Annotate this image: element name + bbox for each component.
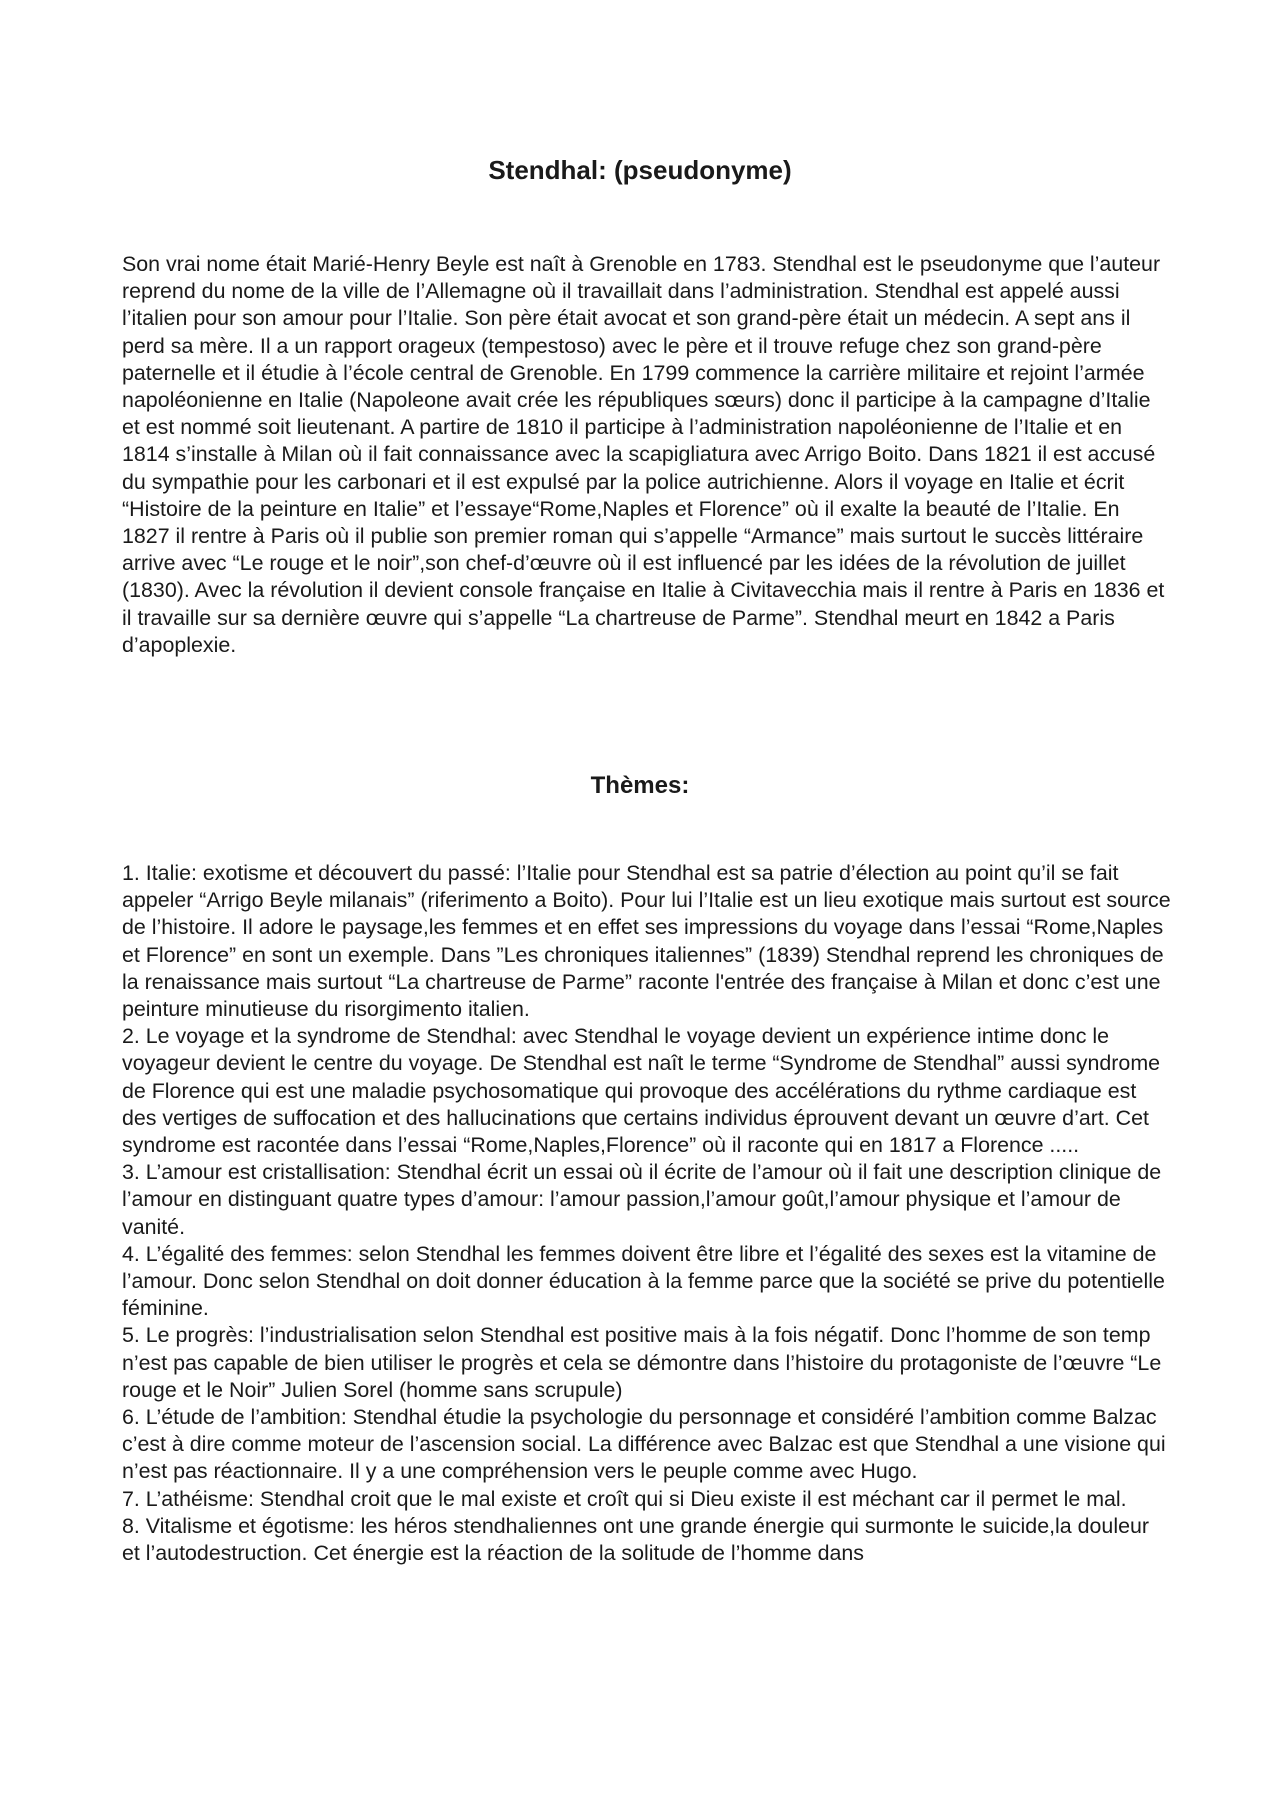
theme-item-voyage: 2. Le voyage et la syndrome de Stendhal: avec Stendhal le voyage devient un expérience intime donc le voyageur devient le centre du voyage. De Stendhal est naît le terme “Syndrome de Stendhal” aussi syndrome de Florence qui est une maladie psychosomatique qui provoque des accélérations du rythme cardiaque est des vertiges de suffocation et des hallucinations que certains individus éprouvent devant un œuvre d’art. Cet syndrome est racontée dans l’essai “Rome,Naples,Florence” où il raconte qui en 1817 a Florence ..... — [122, 1024, 1161, 1158]
theme-item-italie: 1. Italie: exotisme et découvert du passé: l’Italie pour Stendhal est sa patrie d’élection au point qu’il se fait appeler “Arrigo Beyle milanais” (riferimento a Boito). Pour lui l’Italie est un lieu exotique mais surtout est source de l’histoire. Il adore le paysage,les femmes et en effet ses impressions du voyage dans l’essai “Rome,Naples et Florence” en sont un exemple. Dans ”Les chroniques italiennes” (1839) Stendhal reprend les chroniques de la renaissance mais surtout “La chartreuse de Parme” raconte l'entrée des française à Milan et donc c’est une peinture minutieuse du risorgimento italien. — [122, 861, 1171, 1022]
theme-item-femmes: 4. L’égalité des femmes: selon Stendhal les femmes doivent être libre et l’égalité des sexes est la vitamine de l’amour. Donc selon Stendhal on doit donner éducation à la femme parce que la société se prive du potentielle féminine. — [122, 1241, 1165, 1321]
theme-item-vitalisme: 8. Vitalisme et égotisme: les héros stendhaliennes ont une grande énergie qui surmonte le suicide,la douleur et l’autodestruction. Cet énergie est la réaction de la solitude de l’homme dans — [122, 1513, 1149, 1566]
theme-item-ambition: 6. L’étude de l’ambition: Stendhal étudie la psychologie du personnage et considéré l’ambition comme Balzac c’est à dire comme moteur de l’ascension social. La différence avec Balzac est que Stendhal a une visione qui n’est pas réactionnaire. Il y a une compréhension vers le peuple comme avec Hugo. — [122, 1405, 1166, 1484]
document-title: Stendhal: (pseudonyme) — [488, 155, 792, 185]
themes-list — [122, 860, 1172, 1567]
biography-paragraph: Son vrai nome était Marié-Henry Beyle est naît à Grenoble en 1783. Stendhal est le pseudonyme que l’auteur reprend du nome de la ville de l’Allemagne où il travaillait dans l’administration. Stendhal est appelé aussi l’italien pour son amour pour l’Italie. Son père était avocat et son grand-père était un médecin. A sept ans il perd sa mère. Il a un rapport orageux (tempestoso) avec le père et il trouve refuge chez son grand-père paternelle et il étudie à l’école central de Grenoble. En 1799 commence la carrière militaire et rejoint l’armée napoléonienne en Italie (Napoleone avait crée les républiques sœurs) donc il participe à la campagne d’Italie et est nommé soit lieutenant. A partire de 1810 il participe à l’administration napoléonienne de l’Italie et en 1814 s’installe à Milan où il fait connaissance avec la scapigliatura avec Arrigo Boito. Dans 1821 il est accusé du sympathie pour les carbonari et il est expulsé par la police autrichienne. Alors il voyage en Italie et écrit “Histoire de la peinture en Italie” et l’essaye“Rome,Naples et Florence” où il exalte la beauté de l’Italie. En 1827 il rentre à Paris où il publie son premier roman qui s’appelle “Armance” mais surtout le succès littéraire arrive avec “Le rouge et le noir”,son chef-d’œuvre où il est influencé par les idées de la révolution de juillet (1830). Avec la révolution il devient console française en Italie à Civitavecchia mais il rentre à Paris en 1836 et il travaille sur sa dernière œuvre qui s’appelle “La chartreuse de Parme”. Stendhal meurt en 1842 a Paris d’apoplexie. — [122, 252, 1165, 657]
theme-item-atheisme: 7. L’athéisme: Stendhal croit que le mal existe et croît qui si Dieu existe il est méchant car il permet le mal. — [122, 1486, 1127, 1511]
themes-heading: Thèmes: — [590, 772, 690, 799]
theme-item-progres: 5. Le progrès: l’industrialisation selon Stendhal est positive mais à la fois négatif. Donc l’homme de son temp n’est pas capable de bien utiliser le progrès et cela se démontre dans l’histoire du protagoniste de l’œuvre “Le rouge et le Noir” Julien Sorel (homme sans scrupule) — [122, 1323, 1162, 1402]
theme-item-amour: 3. L’amour est cristallisation: Stendhal écrit un essai où il écrite de l’amour où il fait une description clinique de l’amour en distinguant quatre types d’amour: l’amour passion,l’amour goût,l’amour physique et l’amour de vanité. — [122, 1160, 1162, 1239]
